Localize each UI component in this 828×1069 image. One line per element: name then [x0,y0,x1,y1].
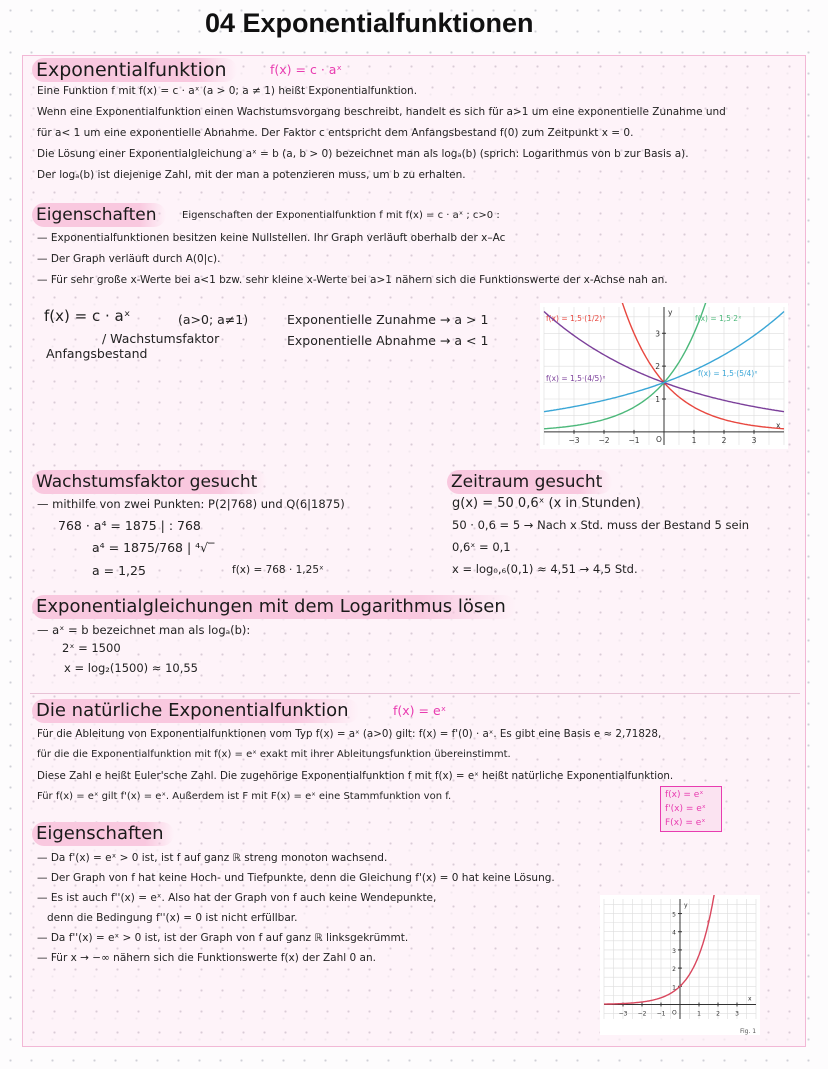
text-line: — Der Graph verläuft durch A(0|c). [37,253,221,265]
y-tick-label: 5 [672,911,676,919]
divider [30,693,800,694]
text-line: Eine Funktion f mit f(x) = c · aˣ (a > 0; a ≠ 1) heißt Exponentialfunktion. [37,85,418,97]
page-title: 04 Exponentialfunktionen [205,8,534,38]
text-line: — Für sehr große x-Werte bei a<1 bzw. sehr kleine x-Werte bei a>1 nähern sich die Funktionswerte der x-Achse nah an. [37,274,668,286]
x-tick-label: −1 [656,1010,666,1018]
heading-eigenschaften-e: Eigenschaften [32,822,174,846]
x-tick-label: 2 [721,435,727,445]
x-tick-label: 1 [697,1010,701,1018]
calc-line: 768 · a⁴ = 1875 | : 768 [58,518,201,533]
y-axis-label: y [668,308,673,317]
figure-caption: Fig. 1 [740,1028,757,1035]
abnahme: Exponentielle Abnahme → a < 1 [287,333,489,348]
y-tick-label: 3 [655,329,660,339]
box-line: F(x) = eˣ [665,818,706,828]
heading-natuerliche: Die natürliche Exponentialfunktion [32,699,359,723]
x-tick-label: −2 [598,435,610,445]
text-line: — Für x → −∞ nähern sich die Funktionswerte f(x) der Zahl 0 an. [37,952,376,964]
exponential-graphs-chart [540,303,788,449]
y-axis-label: y [684,902,688,909]
text-line: denn die Bedingung f''(x) = 0 ist nicht erfüllbar. [37,912,298,924]
series-label: f(x) = 1,5·2ˣ [695,314,742,323]
text-line: — Exponentialfunktionen besitzen keine Nullstellen. Ihr Graph verläuft oberhalb der x–Ac [37,232,506,244]
text-line: Für f(x) = eˣ gilt f'(x) = eˣ. Außerdem ist F mit F(x) = eˣ eine Stammfunktion von f. [37,791,452,802]
calc-line: g(x) = 50 0,6ˣ (x in Stunden) [452,496,641,511]
text-line: Wenn eine Exponentialfunktion einen Wachstumsvorgang beschreibt, handelt es sich für a>1 um eine exponentielle Zunahme und [37,106,726,118]
series-label: f(x) = 1,5·(5/4)ˣ [698,369,758,378]
series-label: f(x) = 1,5·(4/5)ˣ [546,374,606,383]
y-tick-label: 3 [672,947,676,955]
x-tick-label: −1 [628,435,640,445]
y-tick-label: 1 [655,395,660,404]
zunahme: Exponentielle Zunahme → a > 1 [287,312,489,327]
text-line: Die Lösung einer Exponentialgleichung aˣ = b (a, b > 0) bezeichnet man als logₐ(b) (sprich: Logarithmus von b zur Basis a). [37,148,689,160]
calc-line: x = log₂(1500) ≈ 10,55 [64,661,199,675]
label-initial: Anfangsbestand [46,346,148,361]
calc-line: a = 1,25 [92,563,146,578]
calc-line: 50 · 0,6 = 5 → Nach x Std. muss der Bestand 5 sein [452,518,750,532]
text-line: Für die Ableitung von Exponentialfunktionen vom Typ f(x) = aˣ (a>0) gilt: f(x) = f'(0) · aˣ. Es gibt eine Basis e ≈ 2,71828, [37,728,662,740]
subtitle: Eigenschaften der Exponentialfunktion f mit f(x) = c · aˣ ; c>0 : [182,210,500,221]
label-growth-factor: / Wachstumsfaktor [102,331,220,346]
series-label: f(x) = 1,5·(1/2)ˣ [546,314,606,323]
origin-label: O [656,434,662,444]
text-line: — Es ist auch f''(x) = eˣ. Also hat der Graph von f auch keine Wendepunkte, [37,892,437,904]
x-axis-label: x [776,420,781,430]
y-tick-label: 2 [672,966,676,974]
text-line: Der logₐ(b) ist diejenige Zahl, mit der man a potenzieren muss, um b zu erhalten. [37,169,466,181]
x-tick-label: 3 [751,435,757,445]
text-line: für die die Exponentialfunktion mit f(x) = eˣ exakt mit ihrer Ableitungsfunktion übereinstimmt. [37,749,511,760]
box-line: f'(x) = eˣ [665,804,706,814]
x-tick-label: −3 [618,1010,628,1018]
text-line: — aˣ = b bezeichnet man als logₐ(b): [37,623,251,637]
x-tick-label: −3 [568,435,580,445]
x-tick-label: 1 [691,435,697,445]
origin-label: O [672,1009,677,1017]
heading-eigenschaften: Eigenschaften [32,203,166,227]
text-line: — mithilfe von zwei Punkten: P(2|768) und Q(6|1875) [37,497,345,511]
calc-line: x = log₀,₆(0,1) ≈ 4,51 → 4,5 Std. [452,562,638,576]
text-line: Diese Zahl e heißt Euler'sche Zahl. Die zugehörige Exponentialfunktion f mit f(x) = eˣ heißt natürliche Exponentialfunktion. [37,770,674,782]
y-tick-label: 2 [655,362,660,372]
text-line: — Der Graph von f hat keine Hoch- und Tiefpunkte, denn die Gleichung f'(x) = 0 hat keine Lösung. [37,872,555,884]
formula-general-large: f(x) = c · aˣ [44,307,131,325]
y-tick-label: 4 [672,929,676,937]
x-axis-label: x [748,995,752,1003]
text-line: für a< 1 um eine exponentielle Abnahme. Der Faktor c entspricht dem Anfangsbestand f(0) zum Zeitpunkt x = 0. [37,127,634,139]
heading-exponentialfunktion: Exponentialfunktion [32,58,237,82]
derivative-box [660,786,722,832]
x-tick-label: 3 [735,1010,739,1018]
x-tick-label: 2 [716,1010,720,1018]
result: f(x) = 768 · 1,25ˣ [232,564,324,576]
y-tick-label: 1 [672,984,676,992]
series-label: f [707,920,710,927]
x-tick-label: −2 [637,1010,647,1018]
formula-general: f(x) = c · aˣ [270,62,342,77]
natural-exp-chart [600,895,760,1035]
text-line: — Da f''(x) = eˣ > 0 ist, ist der Graph von f auf ganz ℝ linksgekrümmt. [37,932,409,944]
heading-wachstumsfaktor: Wachstumsfaktor gesucht [32,470,267,494]
calc-line: 2ˣ = 1500 [62,641,121,655]
formula-e: f(x) = eˣ [393,703,447,718]
condition: (a>0; a≠1) [178,312,249,327]
heading-zeitraum: Zeitraum gesucht [447,470,612,494]
text-line: — Da f'(x) = eˣ > 0 ist, ist f auf ganz ℝ streng monoton wachsend. [37,852,388,864]
calc-line: 0,6ˣ = 0,1 [452,540,511,554]
heading-logarithmus: Exponentialgleichungen mit dem Logarithmus lösen [32,595,516,619]
box-line: f(x) = eˣ [665,790,704,800]
calc-line: a⁴ = 1875/768 | ⁴√‾ [92,540,215,555]
